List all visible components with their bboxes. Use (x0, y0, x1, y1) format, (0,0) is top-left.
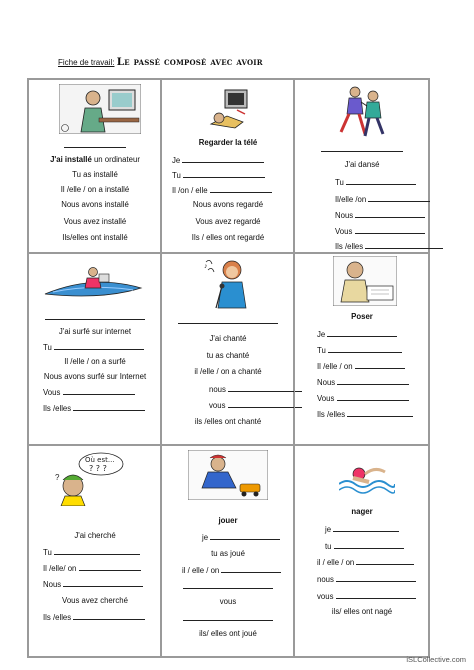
surfing-icon (43, 264, 143, 304)
writing-man-icon (333, 256, 397, 306)
svg-text:♪: ♪ (204, 263, 208, 270)
cell5-line4: nous (209, 385, 226, 394)
dancing-couple-icon (335, 84, 390, 138)
cell2-line4: Nous avons regardé (192, 200, 264, 209)
cell7-line4: Nous (43, 580, 62, 589)
cell5-line5: vous (209, 401, 226, 410)
cell7-line3: Il /elle/ on (43, 564, 77, 573)
cell6-line5: Vous (317, 394, 335, 403)
page-title: Le passé composé avec avoir (116, 56, 263, 68)
cell8-heading: jouer (218, 516, 238, 525)
cell1-line2: Tu as installé (72, 170, 118, 179)
worksheet-grid (27, 78, 430, 658)
cell7-line2: Tu (43, 548, 52, 557)
cell9-heading: nager (351, 507, 373, 516)
watching-tv-icon (207, 88, 255, 130)
cell3-line3: Il/elle /on (335, 195, 367, 204)
cell3-line4: Nous (335, 211, 354, 220)
cell-chercher (28, 445, 161, 657)
cell1-line1: J'ai installé (50, 155, 92, 164)
title (58, 56, 263, 68)
cell5-line2: tu as chanté (206, 351, 250, 360)
cell6-line4: Nous (317, 378, 336, 387)
singing-girl-icon (202, 256, 254, 310)
cell1-line3: Il /elle / on a installé (60, 185, 130, 194)
cell-danser (294, 79, 429, 253)
cell-regarder (161, 79, 294, 253)
swimmer-icon (339, 460, 395, 494)
cell-poser (294, 253, 429, 445)
svg-text:?: ? (55, 473, 60, 482)
cell7-line6: Ils /elles (43, 613, 72, 622)
cell6-line6: Ils /elles (317, 410, 346, 419)
cell2-line3: Il /on / elle (172, 186, 208, 195)
cell-surfer (28, 253, 161, 445)
playing-boy-icon (188, 450, 268, 500)
cell9-line1: je (325, 525, 332, 534)
confused-boy-icon (51, 450, 127, 506)
cell7-line5: Vous avez cherché (62, 596, 128, 605)
cell-jouer (161, 445, 294, 657)
svg-text:Où est...: Où est... (85, 456, 115, 464)
cell8-line2: tu as joué (211, 549, 245, 558)
cell9-line5: vous (317, 592, 334, 601)
cell5-line6: ils /elles ont chanté (194, 417, 262, 426)
cell2-line2: Tu (172, 171, 181, 180)
cell8-line1: je (202, 533, 209, 542)
cell1-line5: Vous avez installé (63, 217, 127, 226)
cell8-line5: ils/ elles ont joué (199, 629, 257, 638)
cell9-line3: il / elle / on (317, 558, 355, 567)
watermark-footer: iSLCollective.com (406, 655, 466, 664)
cell7-line1: J'ai cherché (74, 531, 116, 540)
cell5-line1: J'ai chanté (209, 334, 247, 343)
cell8-line3: il / elle / on (182, 566, 220, 575)
cell6-line3: Il /elle / on (317, 362, 353, 371)
cell4-line5: Vous (43, 388, 61, 397)
cell3-line5: Vous (335, 227, 353, 236)
cell1-line4: Nous avons installé (61, 200, 129, 209)
cell6-line1: Je (317, 330, 326, 339)
cell2-line1: Je (172, 156, 181, 165)
cell4-line3: Il /elle / on a surfé (64, 357, 126, 366)
cell3-line2: Tu (335, 178, 344, 187)
cell8-line4: vous (219, 597, 237, 606)
cell9-line4: nous (317, 575, 334, 584)
cell6-line2: Tu (317, 346, 326, 355)
cell9-line2: tu (325, 542, 332, 551)
cell4-line2: Tu (43, 343, 52, 352)
cell4-line6: Ils /elles (43, 404, 72, 413)
title-label: Fiche de travail: (58, 58, 115, 67)
cell9-line6: ils/ elles ont nagé (331, 607, 393, 616)
cell5-line3: il /elle / on a chanté (194, 367, 262, 376)
cell3-line1: J'ai dansé (344, 160, 380, 169)
cell2-line5: Vous avez regardé (195, 217, 261, 226)
cell2-line6: Ils / elles ont regardé (191, 233, 265, 242)
cell1-line6: Ils/elles ont installé (62, 233, 128, 242)
cell4-line4: Nous avons surfé sur Internet (43, 372, 147, 381)
cell-installer: J'ai installé un ordinateur Tu as installé Il /elle / on a installé Nous avons installé Vous avez installé Ils/elles ont installé (28, 79, 161, 253)
cell3-line6: Ils /elles (335, 242, 364, 251)
cell2-heading: Regarder la télé (198, 138, 258, 147)
cell-chanter (161, 253, 294, 445)
svg-text:? ? ?: ? ? ? (89, 464, 107, 473)
cell-nager (294, 445, 429, 657)
cell6-heading: Poser (351, 312, 373, 321)
cell4-line1: J'ai surfé sur internet (58, 327, 132, 336)
computer-desk-icon (59, 84, 141, 134)
